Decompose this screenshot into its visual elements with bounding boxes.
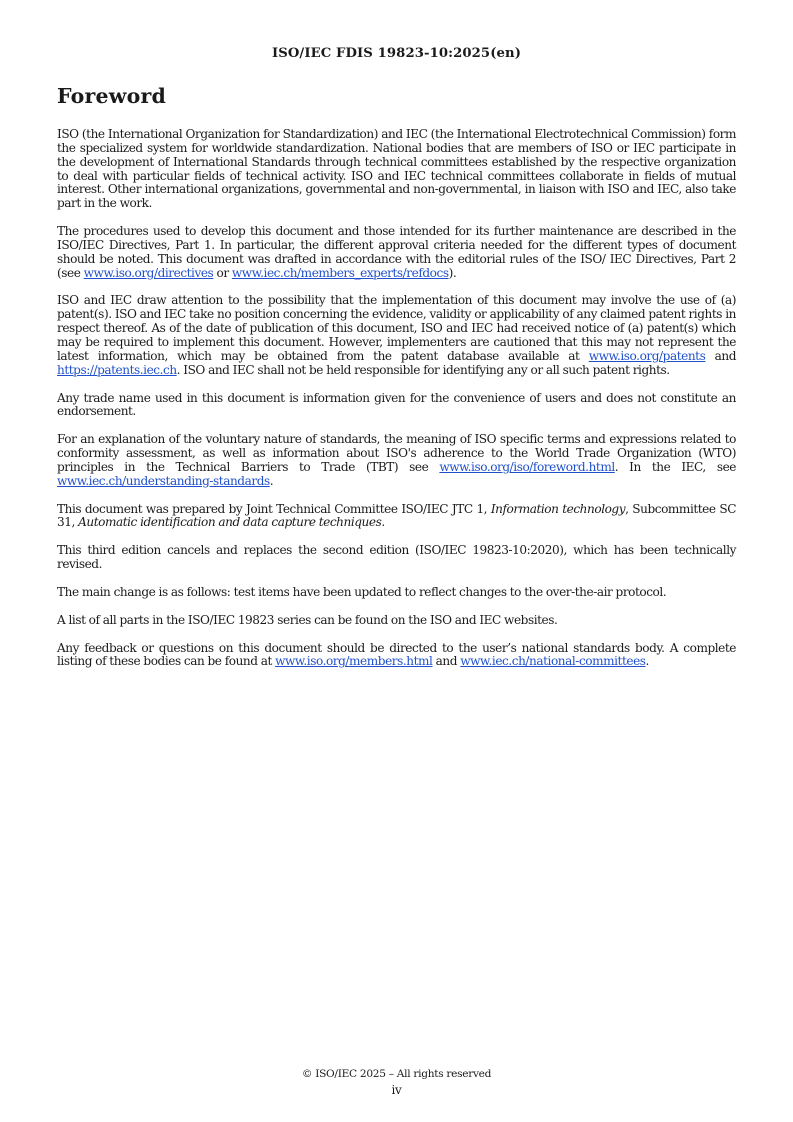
paragraph-voluntary-nature <box>57 433 736 488</box>
paragraph-series-list: A list of all parts in the ISO/IEC 19823 series can be found on the ISO and IEC websites. <box>57 612 558 627</box>
paragraph-text: . <box>269 473 274 488</box>
paragraph-text: . In the IEC, see <box>614 459 736 474</box>
link-iso-patents[interactable]: www.iso.org/patents <box>588 348 706 363</box>
paragraph-text: . <box>645 654 649 669</box>
page-footer <box>0 1066 793 1098</box>
link-iec-refdocs[interactable]: www.iec.ch/members_experts/refdocs <box>231 265 449 280</box>
paragraph-feedback <box>57 642 736 670</box>
paragraph-text: ). <box>448 265 457 280</box>
document-identifier: ISO/IEC FDIS 19823-10:2025(en) <box>271 46 522 61</box>
paragraph-organizations: ISO (the International Organization for Standardization) and IEC (the International Electrotechnical Commission) form the specialized system for worldwide standardization. National bodies that are members of ISO or IEC participate in the development of International Standards through technical committees established by the respective organization to deal with particular fields of technical activity. ISO and IEC technical committees collaborate in fields of mutual interest. Other international organizations, governmental and non-governmental, in liaison with ISO and IEC, also take part in the work. <box>57 127 736 211</box>
paragraph-procedures <box>57 225 736 280</box>
paragraph-text: The procedures used to develop this document and those intended for its further maintenance are described in the ISO/IEC Directives, Part 1. In particular, the different approval criteria needed for the different types of document should be noted. This document was drafted in accordance with the editorial rules of the ISO/ IEC Directives, Part 2 (see <box>57 224 736 280</box>
paragraph-text: and <box>705 348 736 363</box>
link-iso-members[interactable]: www.iso.org/members.html <box>275 654 433 669</box>
paragraph-text: ISO and IEC draw attention to the possibility that the implementation of this document may involve the use of (a) patent(s). ISO and IEC take no position concerning the evidence, validity or applicability of any claimed patent rights in respect thereof. As of the date of publication of this document, ISO and IEC had received notice of (a) patent(s) which may be required to implement this document. However, implementers are cautioned that this may not represent the latest information, which may be obtained from the patent database available at <box>57 293 736 363</box>
link-iec-national-committees[interactable]: www.iec.ch/national-committees <box>460 654 646 669</box>
link-iec-understanding-standards[interactable]: www.iec.ch/understanding-standards <box>57 473 270 488</box>
paragraph-main-change: The main change is as follows: test items have been updated to reflect changes to the over-the-air protocol. <box>57 584 667 599</box>
paragraph-text: . <box>381 515 385 530</box>
copyright-notice: © ISO/IEC 2025 – All rights reserved <box>301 1068 492 1080</box>
paragraph-text: Any feedback or questions on this document should be directed to the user’s national standards body. A complete listing of these bodies can be found at <box>57 640 736 669</box>
paragraph-committee <box>57 503 736 531</box>
link-iso-directives[interactable]: www.iso.org/directives <box>83 265 214 280</box>
link-iec-patents[interactable]: https://patents.iec.ch <box>57 362 177 377</box>
page-title: Foreword <box>57 84 167 108</box>
committee-name: Information technology <box>490 501 626 516</box>
page-number: iv <box>391 1083 402 1097</box>
paragraph-text: or <box>213 265 232 280</box>
paragraph-text: For an explanation of the voluntary nature of standards, the meaning of ISO specific terms and expressions related to conformity assessment, as well as information about ISO's adherence to the World Trade Organization (WTO) principles in the Technical Barriers to Trade (TBT) see <box>57 432 736 474</box>
subcommittee-name: Automatic identification and data capture techniques <box>78 515 382 530</box>
paragraph-trade-name: Any trade name used in this document is information given for the convenience of users and does not constitute an endorsement. <box>57 390 736 419</box>
paragraph-text: and <box>432 654 461 669</box>
foreword-body <box>57 128 736 683</box>
paragraph-text: This document was prepared by Joint Technical Committee ISO/IEC JTC 1, <box>57 501 491 516</box>
paragraph-edition: This third edition cancels and replaces the second edition (ISO/IEC 19823-10:2020), which has been technically revised. <box>57 543 736 572</box>
paragraph-text: , Subcommittee SC 31, <box>57 501 736 530</box>
paragraph-text: . ISO and IEC shall not be held responsible for identifying any or all such patent rights. <box>176 362 670 377</box>
link-iso-foreword[interactable]: www.iso.org/iso/foreword.html <box>439 459 615 474</box>
paragraph-patents <box>57 294 736 377</box>
